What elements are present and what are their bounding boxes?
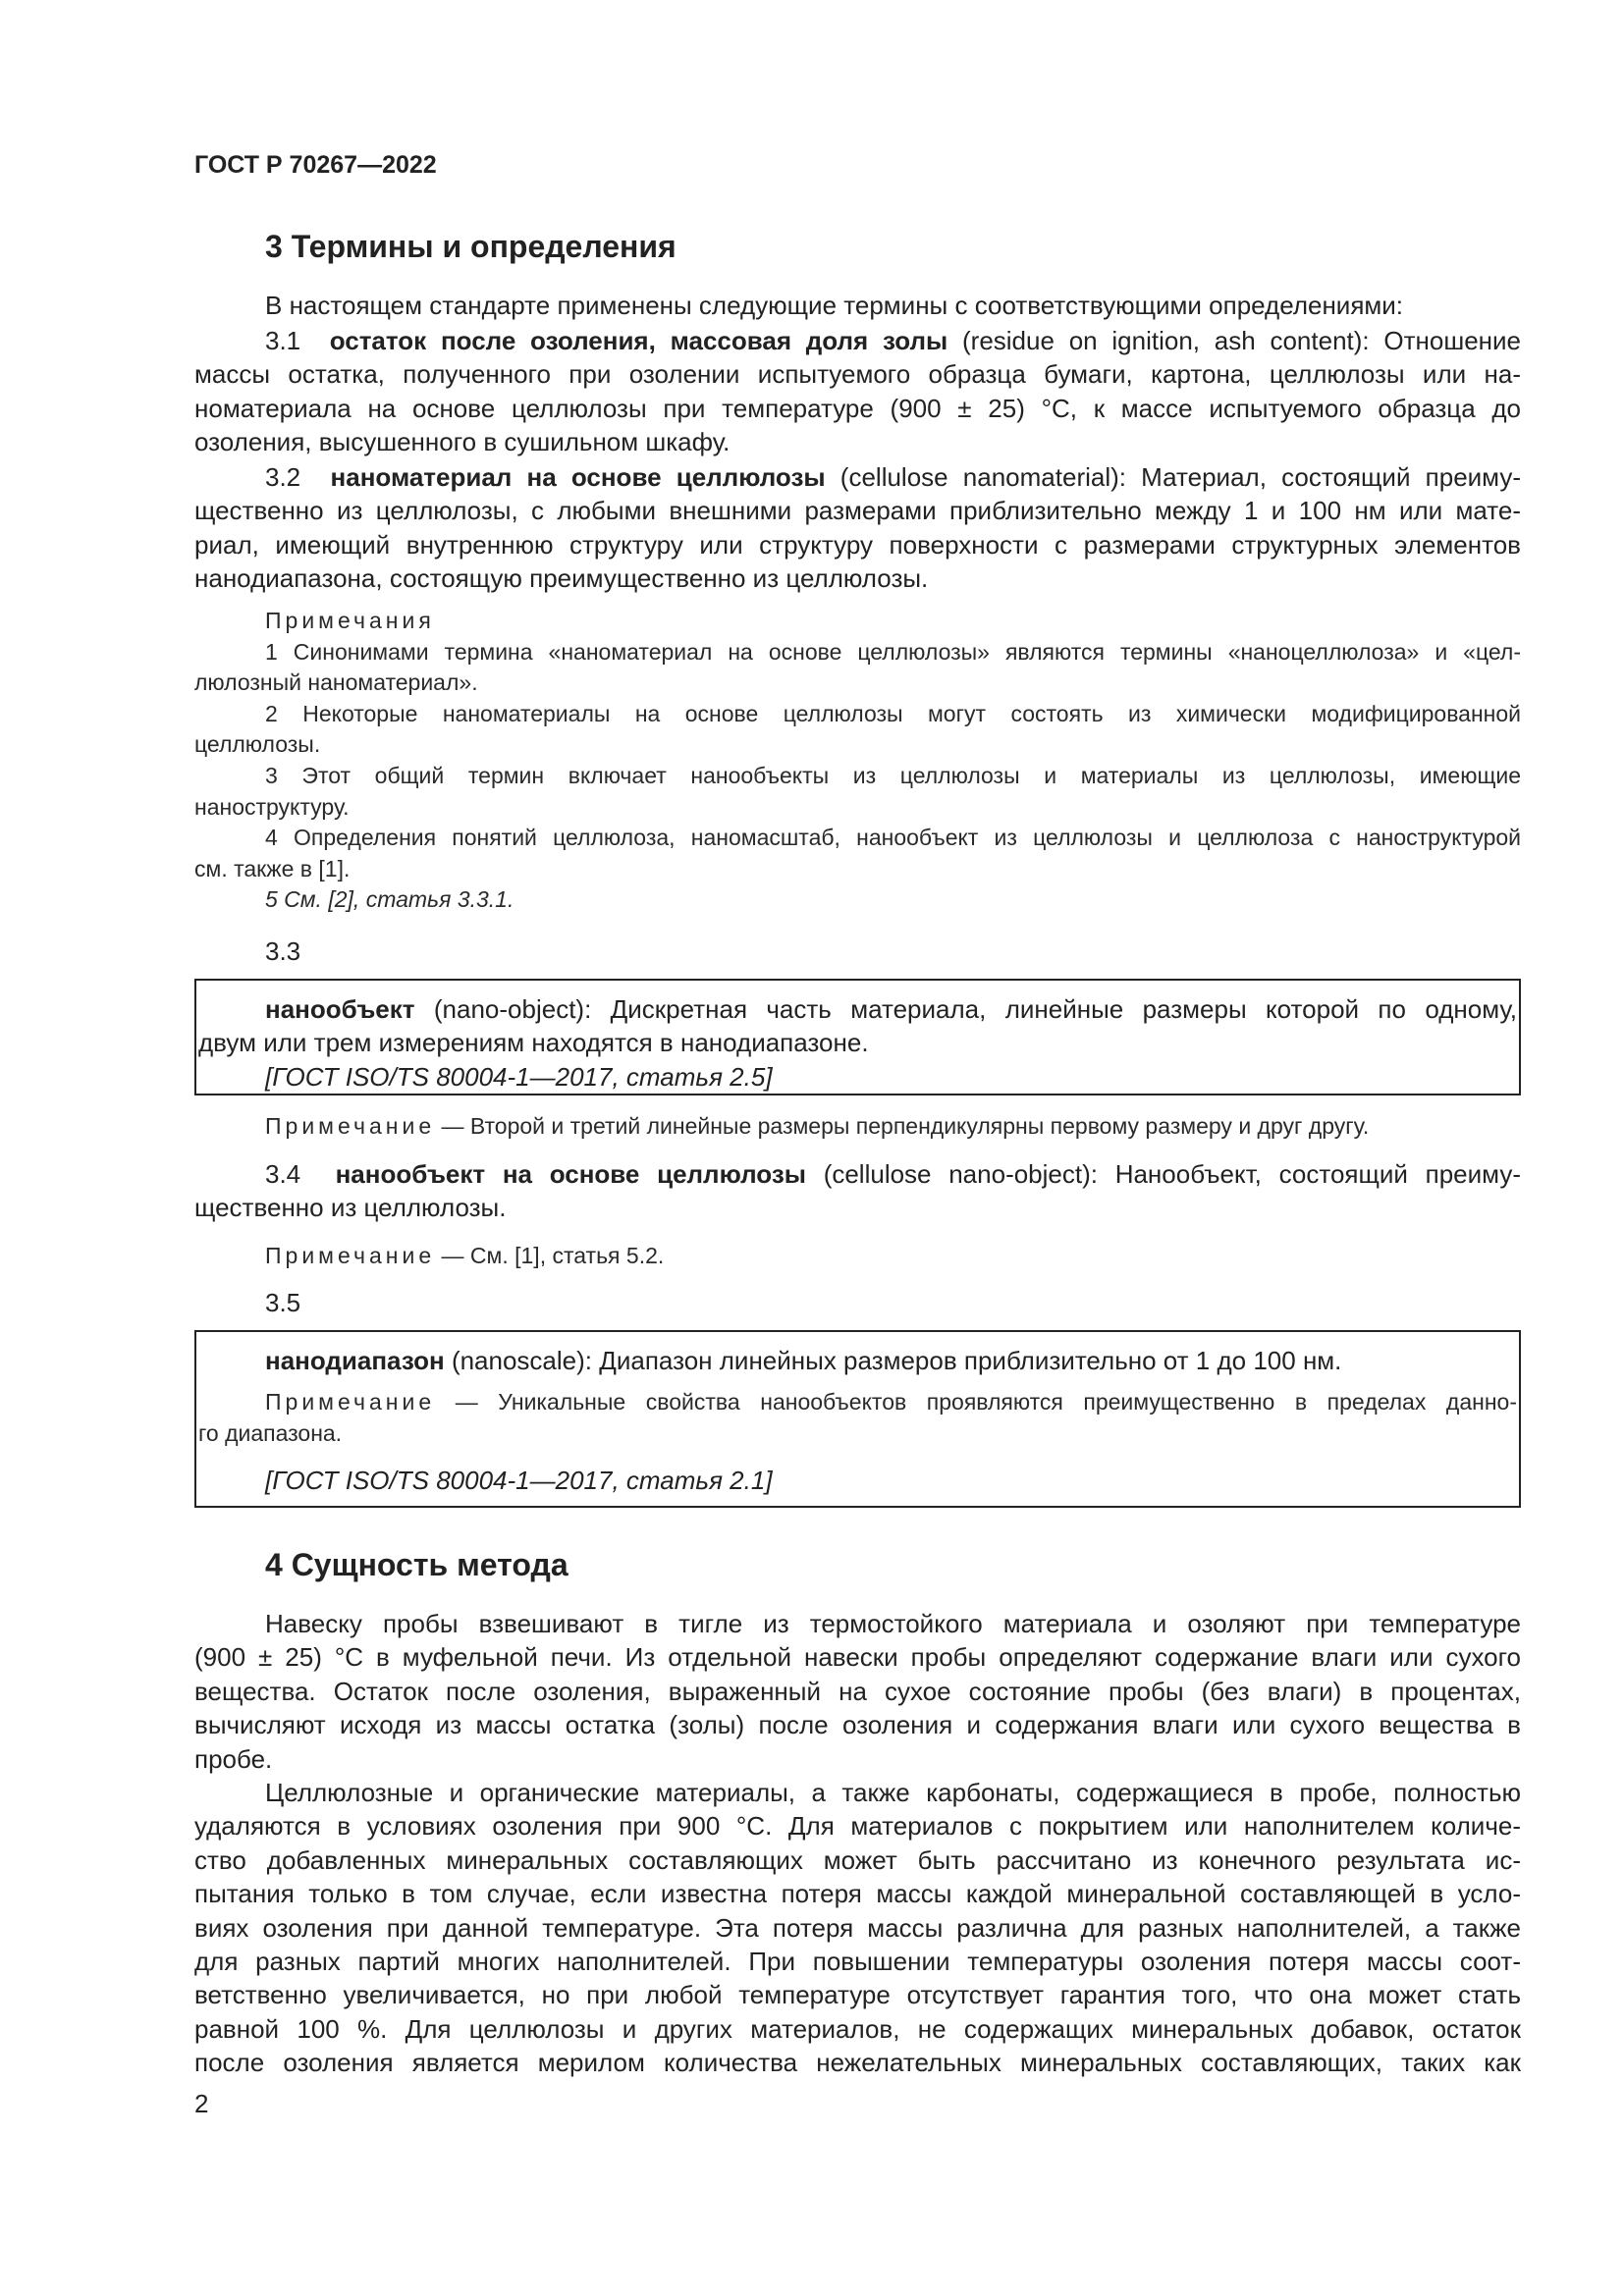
term-3-5-number: 3.5 — [265, 1288, 301, 1317]
paragraph-line: пробе. — [194, 1743, 273, 1774]
term-line: риал, имеющий внутреннюю структуру или структуру поверхности с размерами структурных элементов — [194, 529, 1521, 560]
term-3-3-box — [194, 979, 1521, 1095]
page-number: 2 — [194, 2089, 209, 2118]
note-text: — См. [1], статья 5.2. — [441, 1243, 665, 1268]
term-line: щественно из целлюлозы, с любыми внешними размерами приблизительно между 1 и 100 нм или мате- — [194, 496, 1521, 526]
term-number: 3.4 — [265, 1159, 301, 1189]
section-4-body — [194, 1607, 1521, 2080]
term-definition: (residue on ignition, ash content): Отношение — [962, 326, 1522, 355]
paragraph-line: Целлюлозные и органические материалы, а также карбонаты, содержащиеся в пробе, полностью — [265, 1778, 1521, 1808]
note-line: 5 См. [2], статья 3.3.1. — [265, 886, 514, 913]
note-line: 1 Синонимами термина «наноматериал на основе целлюлозы» являются термины «наноцеллюлоза» и «цел- — [265, 638, 1521, 665]
paragraph-line: ветственно увеличивается, но при любой температуре отсутствует гарантия того, что она может стать — [194, 1980, 1521, 2010]
paragraph-line: для разных партий многих наполнителей. При повышении температуры озоления потеря массы соот- — [194, 1947, 1521, 1977]
paragraph-line: ство добавленных минеральных составляющих может быть рассчитано из конечного результата ис- — [194, 1844, 1521, 1875]
note-label: Примечание — [265, 1243, 436, 1268]
term-definition: (nano-object): Дискретная часть материала, линейные размеры которой по одному, — [433, 994, 1517, 1024]
term-3-3-number: 3.3 — [265, 936, 301, 966]
section-3-intro: В настоящем стандарте применены следующие термины с соответствующими определениями: — [265, 291, 1404, 320]
paragraph-line: после озоления является мерилом количества нежелательных минеральных составляющих, таких как — [194, 2048, 1521, 2078]
term-definition: (nanoscale): Диапазон линейных размеров приблизительно от 1 до 100 нм. — [451, 1346, 1342, 1375]
note-3-4 — [194, 1241, 1592, 1272]
term-3-5-box — [194, 1330, 1521, 1508]
term-definition: (cellulose nano-object): Нанообъект, состоящий преиму- — [823, 1159, 1521, 1189]
term-definition: (cellulose nanomaterial): Материал, состоящий преиму- — [839, 462, 1521, 492]
term-name: остаток после озоления, массовая доля золы — [329, 326, 948, 355]
paragraph-line: вещества. Остаток после озоления, выраженный на сухое состояние пробы (без влаги) в процентах, — [194, 1676, 1521, 1706]
term-source: [ГОСТ ISO/TS 80004-1—2017, статья 2.1] — [265, 1465, 773, 1495]
note-line: целлюлозы. — [194, 731, 321, 758]
term-3-2 — [194, 460, 1521, 596]
document-header: ГОСТ Р 70267—2022 — [194, 151, 437, 179]
term-name: наноматериал на основе целлюлозы — [330, 462, 826, 492]
note-line: 4 Определения понятий целлюлоза, наномасштаб, нанообъект из целлюлозы и целлюлоза с наноструктурой — [265, 825, 1521, 851]
paragraph-line: виях озоления при данной температуре. Эта потеря массы различна для разных наполнителей, а также — [194, 1912, 1521, 1943]
term-line: номатериала на основе целлюлозы при температуре (900 ± 25) °С, к массе испытуемого образца до — [194, 393, 1521, 423]
section-4-title: 4 Сущность метода — [265, 1547, 568, 1582]
notes-block — [194, 606, 1521, 916]
term-number: 3.1 — [265, 326, 301, 355]
term-line: массы остатка, полученного при озолении испытуемого образца бумаги, картона, целлюлозы или на- — [194, 359, 1521, 390]
note-line: 3 Этот общий термин включает нанообъекты из целлюлозы и материалы из целлюлозы, имеющие — [265, 762, 1521, 788]
term-number: 3.2 — [265, 462, 301, 492]
paragraph-line: вычисляют исходя из массы остатка (золы) после озоления и содержания влаги или сухого вещества в — [194, 1710, 1521, 1740]
term-line: озоления, высушенного в сушильном шкафу. — [194, 427, 731, 457]
paragraph-line: (900 ± 25) °С в муфельной печи. Из отдельной навески пробы определяют содержание влаги или сухого — [194, 1642, 1521, 1673]
note-line: наноструктуру. — [194, 793, 350, 820]
paragraph-line: равной 100 %. Для целлюлозы и других материалов, не содержащих минеральных добавок, остаток — [194, 2013, 1521, 2044]
note-label: Примечание — [265, 1113, 436, 1139]
paragraph-line: Навеску пробы взвешивают в тигле из термостойкого материала и озоляют при температуре — [265, 1609, 1521, 1638]
paragraph-line: пытания только в том случае, если известна потеря массы каждой минеральной составляющей в усло- — [194, 1879, 1521, 1909]
term-line: нанодиапазона, состоящую преимущественно из целлюлозы. — [194, 563, 929, 594]
term-name: нанодиапазон — [265, 1346, 445, 1375]
note-3-3 — [194, 1111, 1592, 1143]
note-line: го диапазона. — [198, 1420, 343, 1446]
notes-title: Примечания — [265, 608, 435, 633]
section-3-title: 3 Термины и определения — [265, 229, 677, 264]
term-source: [ГОСТ ISO/TS 80004-1—2017, статья 2.5] — [265, 1061, 773, 1092]
note-label: Примечание — [265, 1389, 436, 1415]
note-line: 2 Некоторые наноматериалы на основе целлюлозы могут состоять из химически модифицированной — [265, 700, 1521, 726]
note-line: см. также в [1]. — [194, 855, 351, 881]
term-line: двум или трем измерениям находятся в нанодиапазоне. — [198, 1028, 869, 1058]
note-line: люлозный наноматериал». — [194, 669, 478, 696]
term-name: нанообъект на основе целлюлозы — [335, 1159, 806, 1189]
term-3-4 — [194, 1157, 1521, 1225]
note-text: — Второй и третий линейные размеры перпендикулярны первому размеру и друг другу. — [441, 1113, 1370, 1139]
term-3-1 — [194, 324, 1521, 459]
paragraph-line: удаляются в условиях озоления при 900 °С. Для материалов с покрытием или наполнителем количе- — [194, 1811, 1521, 1842]
note-text: — Уникальные свойства нанообъектов проявляются преимущественно в пределах данно- — [455, 1389, 1517, 1415]
term-line: щественно из целлюлозы. — [194, 1193, 507, 1223]
term-name: нанообъект — [265, 994, 415, 1024]
